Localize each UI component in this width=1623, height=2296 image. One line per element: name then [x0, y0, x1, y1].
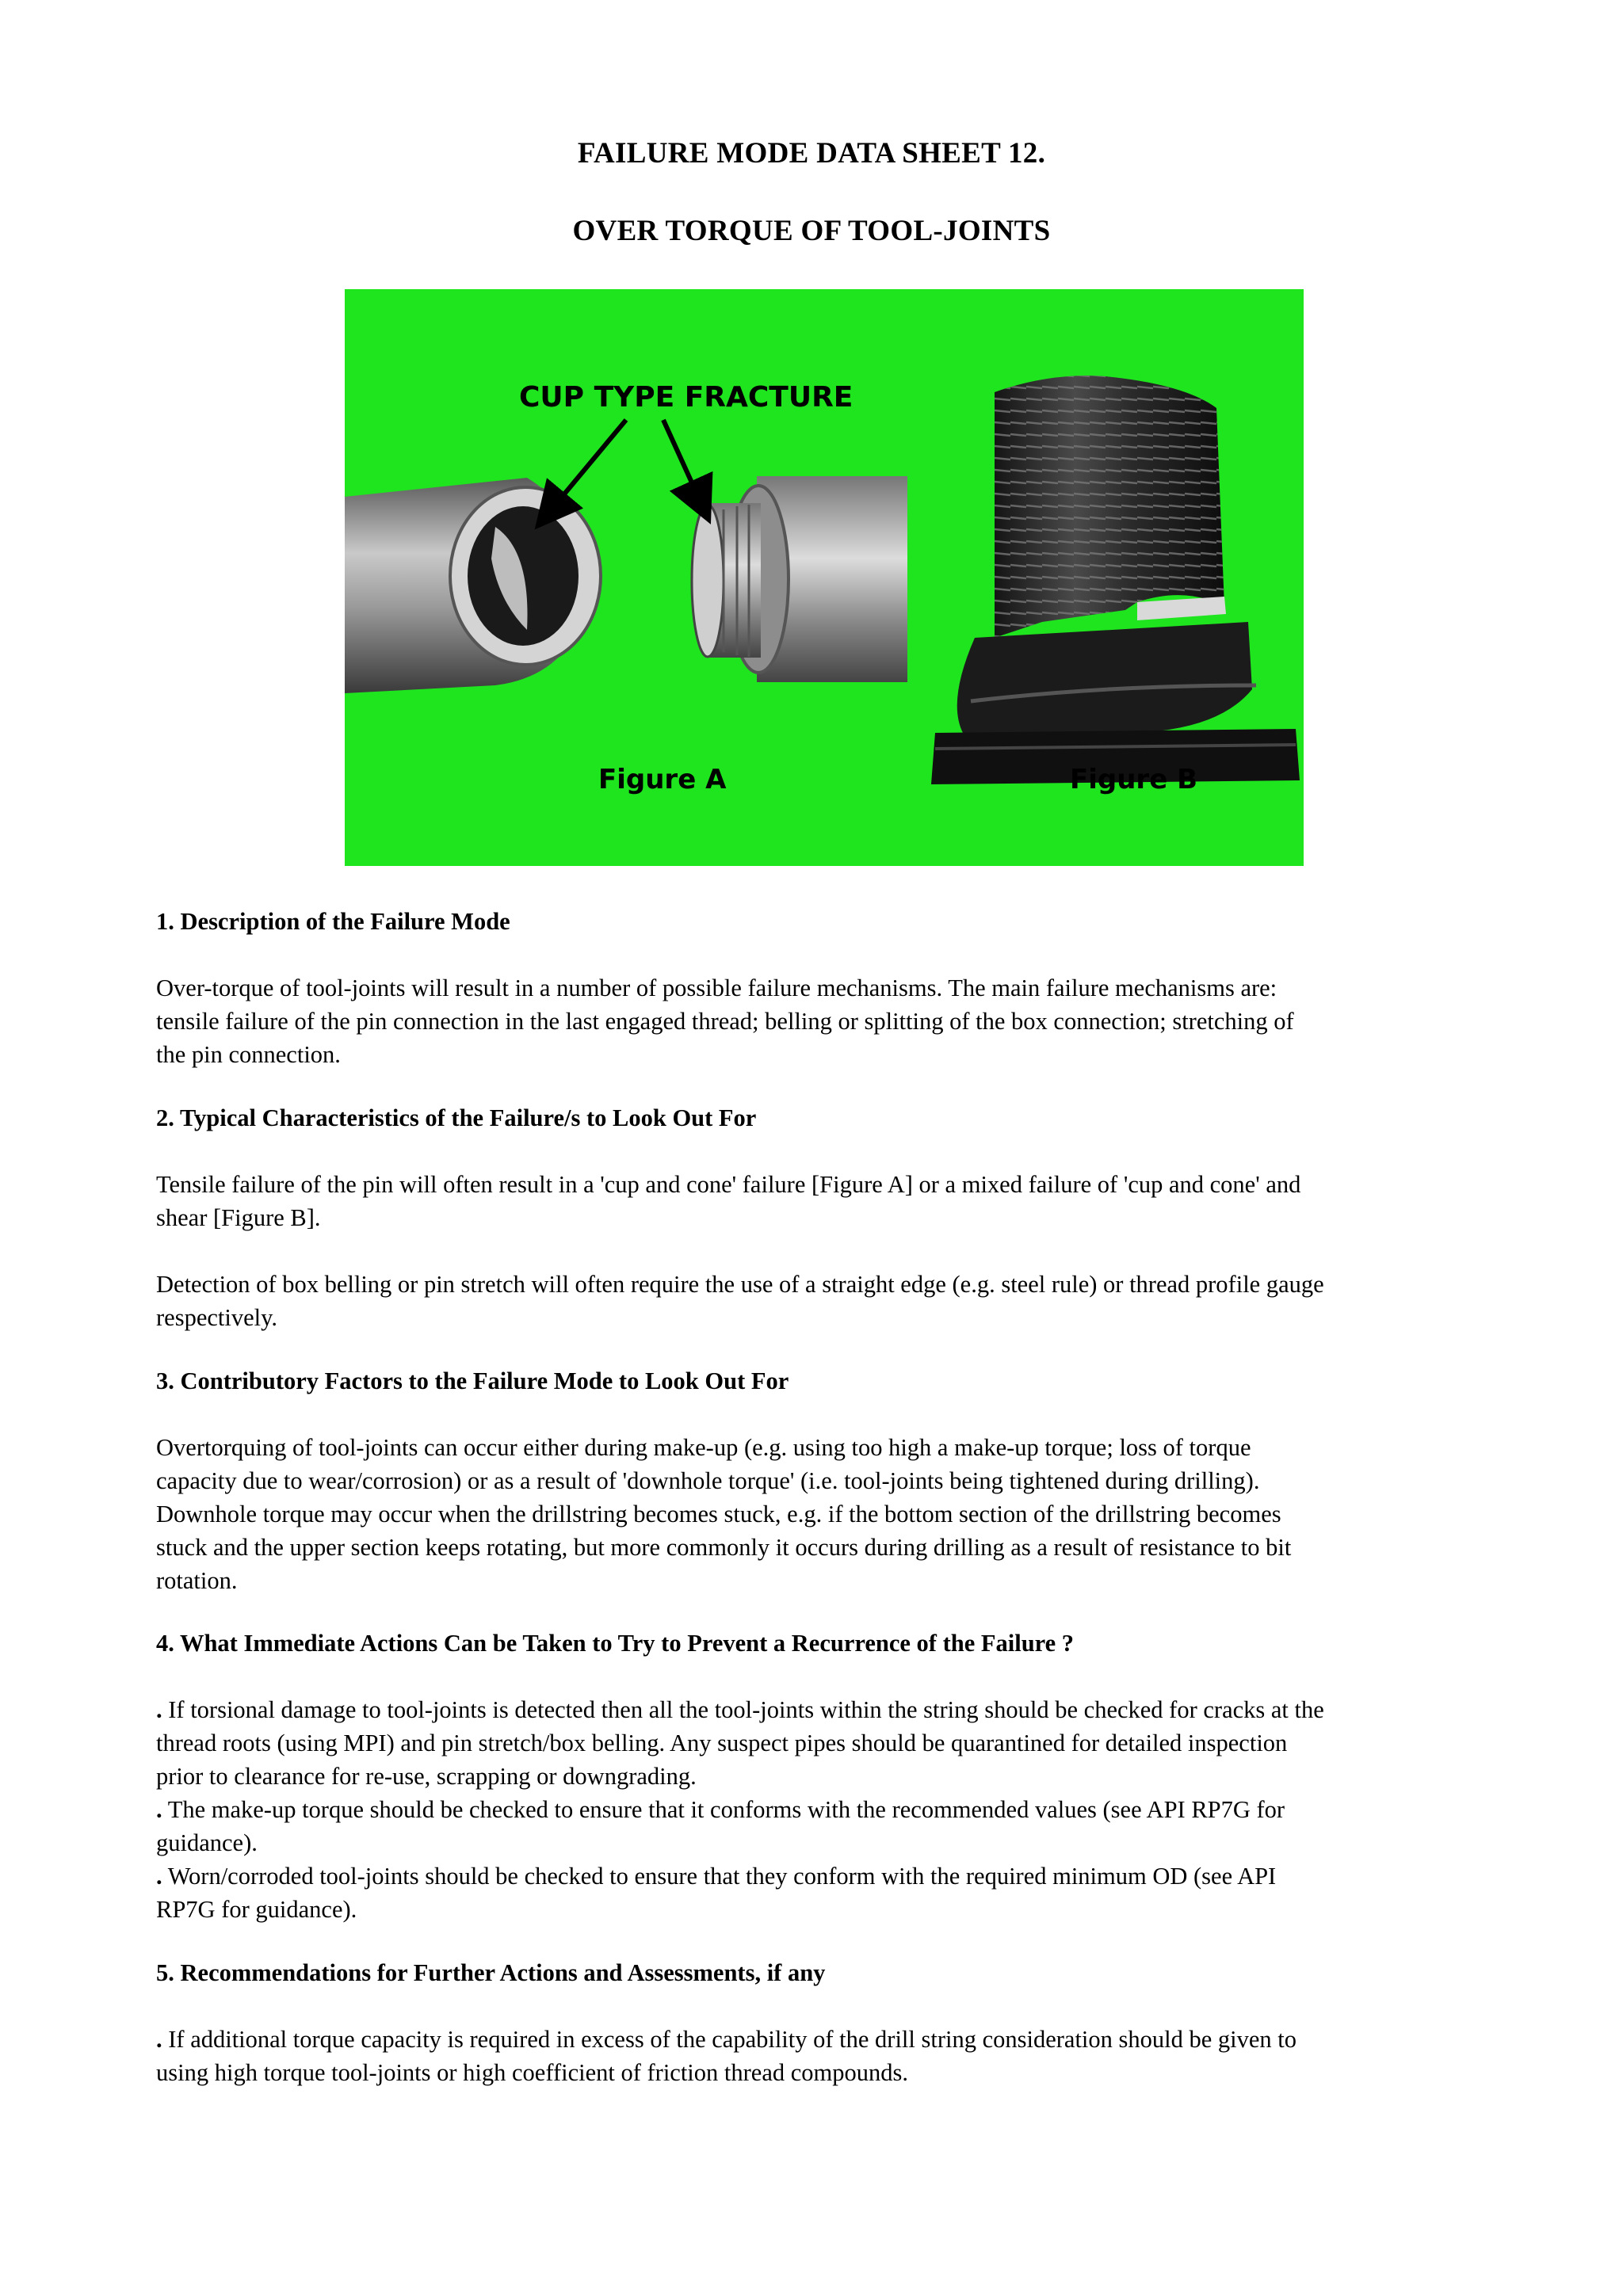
figure-b-label: Figure B [1070, 764, 1198, 795]
section-2-paragraph-1 [156, 1168, 1503, 1234]
bullet-line [156, 1859, 1503, 1893]
text-line: rotation. [156, 1567, 238, 1594]
text-line: capacity due to wear/corrosion) or as a result of 'downhole torque' (i.e. tool-joints being tightened during drilling). [156, 1467, 1260, 1494]
figure-a-pin-end-image [692, 476, 907, 682]
text-line: tensile failure of the pin connection in the last engaged thread; belling or splitting of the box connection; stretching of [156, 1008, 1294, 1035]
section-1-heading: 1. Description of the Failure Mode [156, 908, 510, 935]
section-1-paragraph [156, 971, 1503, 1071]
section-4-heading: 4. What Immediate Actions Can be Taken to Try to Prevent a Recurrence of the Failure ? [156, 1630, 1075, 1657]
bullet-marker: . [156, 1796, 162, 1823]
document-subtitle: OVER TORQUE OF TOOL-JOINTS [572, 215, 1051, 247]
section-5-bullets [156, 2023, 1503, 2089]
text-line: Worn/corroded tool-joints should be checked to ensure that they conform with the required minimum OD (see API [162, 1863, 1277, 1890]
bullet-marker: . [156, 1696, 162, 1723]
section-5-heading: 5. Recommendations for Further Actions and Assessments, if any [156, 1959, 826, 1986]
text-line: Downhole torque may occur when the drillstring becomes stuck, e.g. if the bottom section of the drillstring becomes [156, 1501, 1281, 1527]
text-line: Detection of box belling or pin stretch will often require the use of a straight edge (e.g. steel rule) or thread profile gauge [156, 1271, 1324, 1298]
section-3-paragraph [156, 1431, 1503, 1597]
figure-a-label: Figure A [598, 764, 727, 795]
text-line: using high torque tool-joints or high coefficient of friction thread compounds. [156, 2059, 908, 2086]
document-title: FAILURE MODE DATA SHEET 12. [577, 137, 1046, 170]
bullet-line [156, 1793, 1503, 1826]
section-2-paragraph-2 [156, 1268, 1503, 1334]
bullet-marker: . [156, 2026, 162, 2053]
text-line: guidance). [156, 1829, 258, 1856]
text-line: the pin connection. [156, 1041, 341, 1068]
section-3-heading: 3. Contributory Factors to the Failure Mode to Look Out For [156, 1367, 789, 1394]
text-line: If torsional damage to tool-joints is detected then all the tool-joints within the string should be checked for cracks at the [162, 1696, 1324, 1723]
text-line: respectively. [156, 1304, 277, 1331]
text-line: Tensile failure of the pin will often result in a 'cup and cone' failure [Figure A] or a mixed failure of 'cup and cone' and [156, 1171, 1301, 1198]
text-line: RP7G for guidance). [156, 1896, 357, 1923]
cup-type-fracture-callout: CUP TYPE FRACTURE [519, 381, 854, 414]
bullet-marker: . [156, 1863, 162, 1890]
bullet-line [156, 1693, 1503, 1726]
text-line: The make-up torque should be checked to ensure that it conforms with the recommended values (see API RP7G for [162, 1796, 1285, 1823]
text-line: thread roots (using MPI) and pin stretch/box belling. Any suspect pipes should be quarantined for detailed inspection [156, 1730, 1288, 1756]
section-4-bullets [156, 1693, 1503, 1926]
bullet-line [156, 2023, 1503, 2056]
failure-photo-figure [345, 289, 1304, 866]
text-line: stuck and the upper section keeps rotating, but more commonly it occurs during drilling as a result of resistance to bit [156, 1534, 1292, 1561]
text-line: shear [Figure B]. [156, 1204, 321, 1231]
text-line: prior to clearance for re-use, scrapping or downgrading. [156, 1763, 697, 1790]
text-line: Over-torque of tool-joints will result in a number of possible failure mechanisms. The main failure mechanisms are: [156, 974, 1277, 1001]
text-line: Overtorquing of tool-joints can occur either during make-up (e.g. using too high a make-up torque; loss of torque [156, 1434, 1251, 1461]
text-line: If additional torque capacity is required in excess of the capability of the drill string consideration should be given to [162, 2026, 1297, 2053]
section-2-heading: 2. Typical Characteristics of the Failure/s to Look Out For [156, 1104, 757, 1131]
